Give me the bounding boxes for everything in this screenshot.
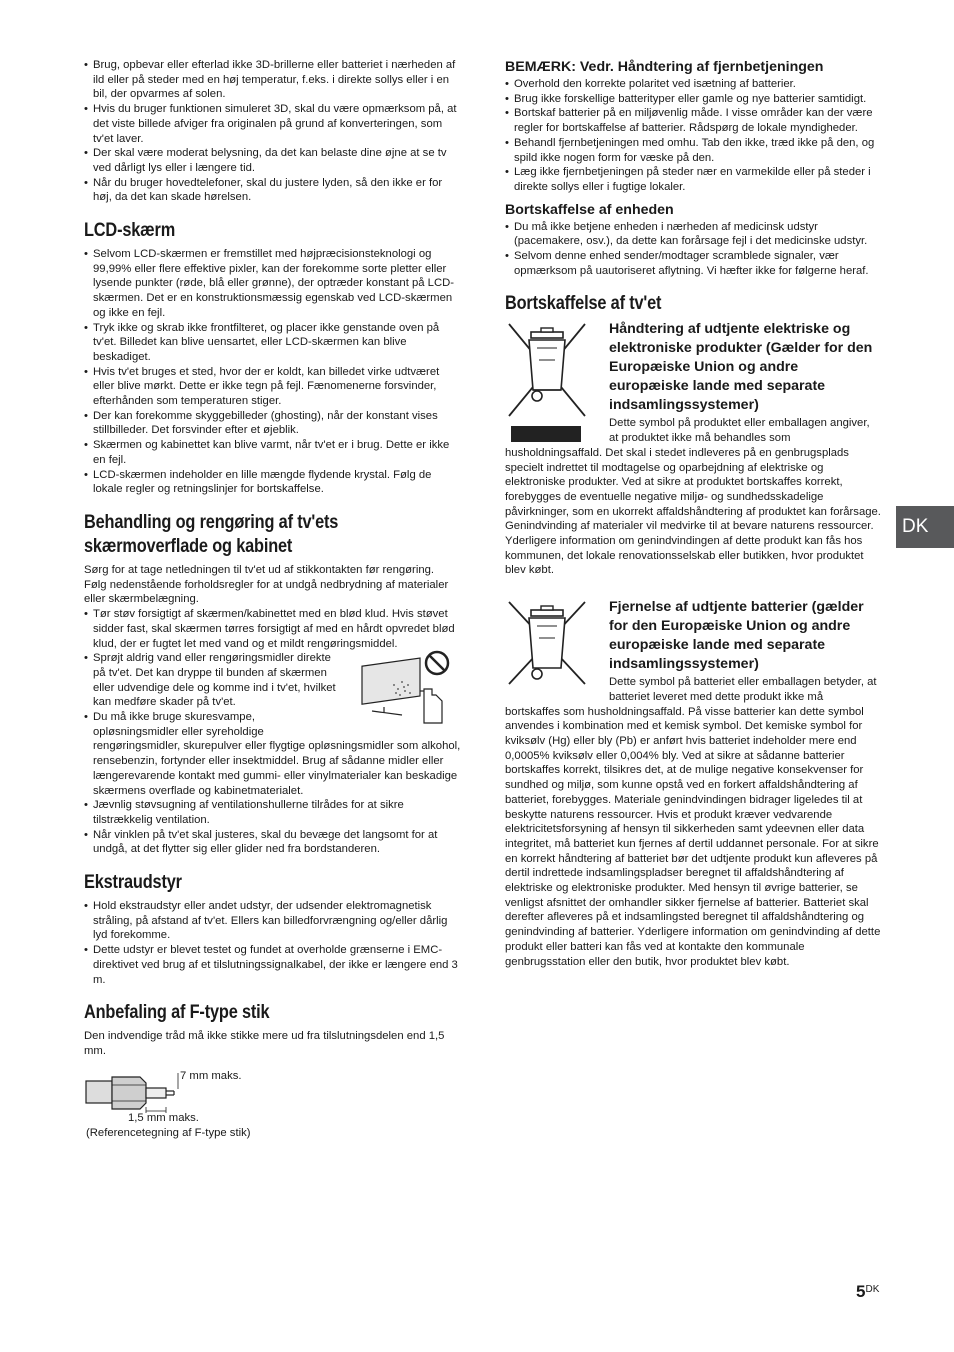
- list-item: • Dette udstyr er blevet testet og fundet at overholde grænserne i EMC-direktivet ved brug af et tilslutningssignalkabel, der ikke er længere end 3 m.: [84, 943, 462, 987]
- list-item: • Du må ikke bruge skuresvampe, opløsningsmidler eller syreholdige rengøringsmidler, skurepulver eller flygtige opløsningsmidler som alkohol, rensebenzin, fortynder eller insektmiddel. Brug af sådanne midler eller længerevarende kontakt med gummi- eller vinylmaterialer kan beskadige skærmens overflade og kabinetmaterialet.: [84, 710, 462, 798]
- left-column: [84, 58, 462, 1141]
- ftype-label-15mm: 1,5 mm maks.: [128, 1111, 199, 1124]
- language-tab: DK: [896, 506, 954, 548]
- list-item: • Jævnlig støvsugning af ventilationshullerne tilrådes for at sikre tilstrækkelig ventilation.: [84, 798, 462, 827]
- list-item: • LCD-skærmen indeholder en lille mængde flydende krystal. Følg de lokale regler og retningslinjer for bortskaffelse.: [84, 468, 462, 497]
- unit-disposal-heading: Bortskaffelse af enheden: [505, 201, 674, 218]
- list-item: • Selvom LCD-skærmen er fremstillet med højpræcisionsteknologi og 99,99% eller flere effektive pixler, kan der forekomme sorte pletter eller lysende punkter (røde, blå eller grønne), der optræder konstant på LCD-skærmen. Det er en konstruktionsmæssig egenskab ved LCD-skærmen og ikke en fejl.: [84, 247, 462, 321]
- spray-warning-text: Sprøjt aldrig vand eller rengøringsmidler direkte på tv'et. Det kan dryppe til bunden af skærmen eller udvendige dele og komme ind i tv'et, hvilket kan medføre skader på tv'et.: [93, 652, 336, 709]
- list-item: • Der kan forekomme skyggebilleder (ghosting), når der konstant vises stillbilleder. Det forsvinder efter et øjeblik.: [84, 409, 462, 438]
- list-item: • Selvom denne enhed sender/modtager scramblede signaler, vær opmærksom på uautoriseret aflytning. Vi hæfter ikke for følgerne heraf.: [505, 249, 881, 278]
- battery-subheading: Fjernelse af udtjente batterier (gælder for den Europæiske Union og andre europæiske lande med separate indsamlingssystemer): [609, 599, 864, 673]
- list-item: [84, 651, 462, 710]
- no-spray-icon: [426, 652, 448, 674]
- list-item: • Behandl fjernbetjeningen med omhu. Tab den ikke, træd ikke på den, og spild ikke nogen form for væske på den.: [505, 136, 881, 165]
- list-item: • Overhold den korrekte polaritet ved isætning af batterier.: [505, 77, 881, 92]
- list-item: • Læg ikke fjernbetjeningen på steder nær en varmekilde eller på steder i direkte sollys eller i fugtige lokaler.: [505, 165, 881, 194]
- remote-bullets: [505, 77, 881, 195]
- f-type-connector-diagram: [84, 1071, 462, 1141]
- list-item: • Tryk ikke og skrab ikke frontfilteret, og placer ikke genstande oven på tv'et. Billedet kan blive uensartet, eller LCD-skærmen kan blive beskadiget.: [84, 321, 462, 365]
- battery-bin-icon: [505, 598, 597, 694]
- list-item: • Når vinklen på tv'et skal justeres, skal du bevæge det langsomt for at undgå, at det flytter sig eller glider ned fra bordstanderen.: [84, 828, 462, 857]
- cleaning-heading: Behandling og rengøring af tv'ets skærmoverflade og kabinet: [84, 511, 339, 557]
- cleaning-para-2: Følg nedenstående forholdsregler for at undgå nedbrydning af materialer eller skærmbelægning.: [84, 578, 449, 606]
- page-number: [856, 1282, 879, 1302]
- lcd-heading: LCD-skærm: [84, 220, 176, 242]
- list-item: • Skærmen og kabinettet kan blive varmt, når tv'et er i brug. Dette er ikke en fejl.: [84, 438, 462, 467]
- ftype-label-7mm: 7 mm maks.: [180, 1069, 242, 1082]
- battery-block: [505, 598, 881, 969]
- cleaning-para-1: Sørg for at tage netledningen til tv'et ud af stikkontakten før rengøring.: [84, 563, 435, 576]
- page-number-value: 5: [856, 1282, 866, 1301]
- list-item: • Tør støv forsigtigt af skærmen/kabinettet med en blød klud. Hvis støvet sidder fast, skal skærmen tørres forsigtigt af med en hårdt opvredet blød klud, der er fugtet let med vand og et mildt rengøringsmiddel.: [84, 607, 462, 651]
- list-item: • Hold ekstraudstyr eller andet udstyr, der udsender elektromagnetisk stråling, på afstand af tv'et. Ellers kan billedforvrængning og/eller dårlig lyd forekomme.: [84, 899, 462, 943]
- unit-disposal-bullets: [505, 220, 881, 279]
- page-number-suffix: DK: [865, 1284, 880, 1295]
- accessories-bullets: [84, 899, 462, 987]
- weee-bin-icon: [505, 320, 597, 440]
- list-item: • Du må ikke betjene enheden i nærheden af medicinsk udstyr (pacemakere, osv.), da dette kan forårsage fejl i det medicinske udstyr.: [505, 220, 881, 249]
- tv-disposal-heading: Bortskaffelse af tv'et: [505, 293, 662, 315]
- weee-text: Dette symbol på produktet eller emballagen angiver, at produktet ikke må behandles som husholdningsaffald. Det skal i stedet indleveres på en genbrugsplads specielt indrettet til modtagelse og oparbejdning af elektriske og elektroniske produkter. Ved at sikre at produktet bortskaffes korrekt, forebygges de eventuelle negative miljø- og sundhedsskadelige påvirkninger, som en ukorrekt affaldshåndtering af produktet kan forårsage. Genindvinding af materialer vil medvirke til at bevare naturens ressourcer. Yderligere information om genindvindingen af dette produkt kan fås hos kommunen, det lokale renovationsselskab eller butikken, hvor produktet blev købt.: [505, 417, 881, 577]
- weee-block: [505, 320, 881, 578]
- list-item: • Hvis du bruger funktionen simuleret 3D, skal du være opmærksom på, at det viste billede afviger fra originalen på grund af konverteringen, som tv'et laver.: [84, 102, 462, 146]
- intro-bullets: [84, 58, 462, 205]
- list-item: • Der skal være moderat belysning, da det kan belaste dine øjne at se tv ved dårligt lys eller i længere tid.: [84, 146, 462, 175]
- right-column: [505, 58, 881, 969]
- cleaning-bullets: [84, 607, 462, 857]
- battery-text: Dette symbol på batteriet eller emballagen betyder, at batteriet leveret med dette produkt ikke må bortskaffes som husholdningsaffald. På visse batterier kan dette symbol anvendes i kombination med et kemisk symbol. Det kemiske symbol for kviksølv (Hg) eller bly (Pb) er anført hvis batteriet indeholder mere end 0,0005% kviksølv eller 0,004% bly. Ved at sikre at sådanne batterier bortskaffes korrekt, tilsikres det, at de mulige negative konsekvenser for sundhed og miljø, som kunne opstå ved en forkert affaldshåndtering af batteriet, forebygges. Materiale genindvindingen bidrager ligeledes til at beskytte naturens ressourcer. Hvis et produkt kræver vedvarende elektricitetsforsyning af hensyn til sikkerheden samt ydeevnen eller data integritet, må batteriet kun fjernes af dertil uddannet personale. For at sikre en korrekt håndtering af batteriet bør det udtjente produkt kun afleveres på dertil indrettede indsamlingspladser beregnet til affaldshåndtering af elektriske og elektroniske produkter. Med hensyn til øvrige batterier, se venligst afsnittet der omhandler sikker fjernelse af batterier. Batteriet skal derefter afleveres på et indsamlingsted beregnet til affaldshåndtering og genindvinding af batterier. Yderligere information om genindvinding af dette produkt eller batteri kan fås ved at kontakte den kommunale genbrugsstation eller den butik, hvor produktet blev købt.: [505, 676, 881, 968]
- accessories-heading: Ekstraudstyr: [84, 872, 182, 894]
- ftype-text: Den indvendige tråd må ikke stikke mere ud fra tilslutningsdelen end 1,5 mm.: [84, 1030, 445, 1057]
- list-item: • Bortskaf batterier på en miljøvenlig måde. I visse områder kan der være regler for bortskaffelse af batterier. Rådspørg de lokale myndigheder.: [505, 106, 881, 135]
- ftype-heading: Anbefaling af F-type stik: [84, 1002, 270, 1024]
- lcd-bullets: [84, 247, 462, 497]
- list-item: • Hvis tv'et bruges et sted, hvor der er koldt, kan billedet virke udtværet eller blive mørkt. Dette er ikke tegn på fejl. Fænomenerne forsvinder, efterhånden som temperaturen stiger.: [84, 365, 462, 409]
- weee-subheading: Håndtering af udtjente elektriske og elektroniske produkter (Gælder for den Europæiske Union og andre europæiske lande med separate indsamlingssystemer): [609, 321, 873, 414]
- list-item: • Brug ikke forskellige batterityper eller gamle og nye batterier samtidigt.: [505, 92, 881, 107]
- remote-heading: BEMÆRK: Vedr. Håndtering af fjernbetjeningen: [505, 59, 824, 75]
- list-item: • Når du bruger hovedtelefoner, skal du justere lyden, så den ikke er for høj, da det kan skade hørelsen.: [84, 176, 462, 205]
- list-item: • Brug, opbevar eller efterlad ikke 3D-brillerne eller batteriet i nærheden af ild eller på steder med en høj temperatur, f.eks. i direkte sollys eller i en bil, der opvarmes af solen.: [84, 58, 462, 102]
- ftype-caption: (Referencetegning af F-type stik): [86, 1126, 251, 1139]
